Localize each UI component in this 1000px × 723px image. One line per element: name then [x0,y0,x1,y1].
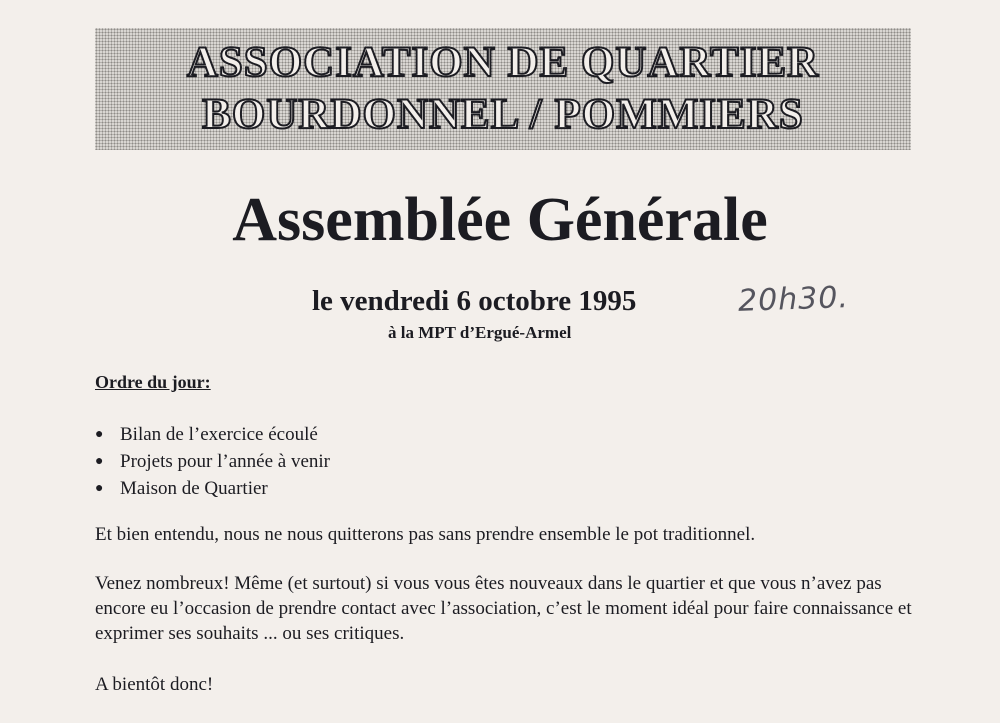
event-venue: à la MPT d’Ergué-Armel [388,323,572,342]
agenda-heading: Ordre du jour: [95,372,211,392]
agenda-item-label: Bilan de l’exercice écoulé [120,423,318,445]
bullet-icon: ● [95,453,104,469]
banner-line-neighborhood: BOURDONNEL / POMMIERS [202,91,804,138]
agenda-item [95,475,330,502]
event-date: le vendredi 6 octobre 1995 [312,285,637,317]
agenda-item-label: Maison de Quartier [120,477,268,499]
agenda-item-label: Projets pour l’année à venir [120,450,330,472]
agenda-item [95,448,330,475]
paragraph-invitation: Venez nombreux! Même (et surtout) si vous vous êtes nouveaux dans le quartier et que vous n’avez pas encore eu l’occasion de prendre contact avec l’association, c’est le moment idéal pour faire connaissance et exprimer ses souhaits ... ou ses critiques. [95,573,912,644]
agenda-list [95,421,330,502]
banner-line-association: ASSOCIATION DE QUARTIER [186,39,820,86]
association-banner [95,28,911,150]
document-title: Assemblée Générale [232,186,768,254]
paragraph-closing: A bientôt donc! [95,674,214,695]
paragraph-refreshments: Et bien entendu, nous ne nous quitterons pas sans prendre ensemble le pot traditionnel. [95,524,756,545]
bullet-icon: ● [95,480,104,496]
bullet-icon: ● [95,426,104,442]
agenda-item [95,421,330,448]
handwritten-time: 20h30. [737,280,850,319]
